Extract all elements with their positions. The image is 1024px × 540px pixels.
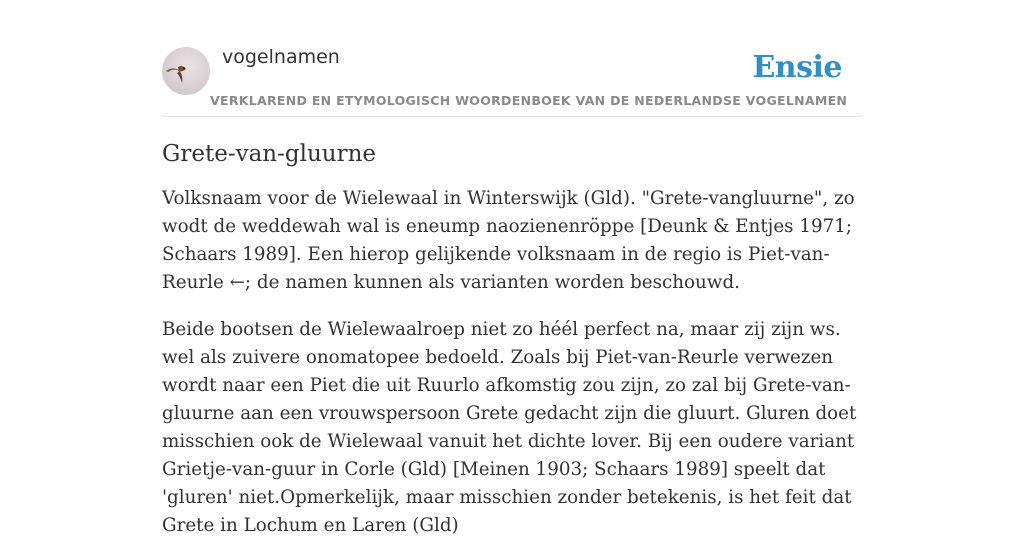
ensie-logo[interactable]: Ensie: [752, 50, 842, 85]
bird-icon: [162, 47, 210, 95]
avatar[interactable]: [162, 47, 210, 95]
page: [162, 0, 862, 540]
paragraph-1-text-end: ; de namen kunnen als varianten worden beschouwd.: [244, 272, 740, 293]
site-name[interactable]: vogelnamen: [222, 46, 340, 68]
paragraph-1: [162, 185, 862, 297]
site-subtitle: VERKLAREND EN ETYMOLOGISCH WOORDENBOEK VAN DE NEDERLANDSE VOGELNAMEN: [210, 93, 848, 108]
article-body: [162, 185, 862, 540]
reference-arrow-link[interactable]: ←: [229, 272, 245, 293]
paragraph-2: Beide bootsen de Wielewaalroep niet zo héél perfect na, maar zij zijn ws. wel als zuivere onomatopee bedoeld. Zoals bij Piet-van-Reurle verwezen wordt naar een Piet die uit Ruurlo afkomstig zou zijn, zo zal bij Grete-van-gluurne aan een vrouwspersoon Grete gedacht zijn die gluurt. Gluren doet misschien ook de Wielewaal vanuit het dichte lover. Bij een oudere variant Grietje-van-guur in Corle (Gld) [Meinen 1903; Schaars 1989] speelt dat 'gluren' niet.Opmerkelijk, maar misschien zonder betekenis, is het feit dat Grete in Lochum en Laren (Gld): [162, 319, 857, 536]
header: [162, 0, 862, 117]
paragraph-1-text: Volksnaam voor de Wielewaal in Winterswijk (Gld). "Grete-vangluurne", zo wodt de weddewah wal is eneump naozienenröppe [Deunk & Entjes 1971; Schaars 1989]. Een hierop gelijkende volksnaam in de regio is Piet-van-Reurle: [162, 188, 855, 293]
page-title: Grete-van-gluurne: [162, 141, 377, 167]
